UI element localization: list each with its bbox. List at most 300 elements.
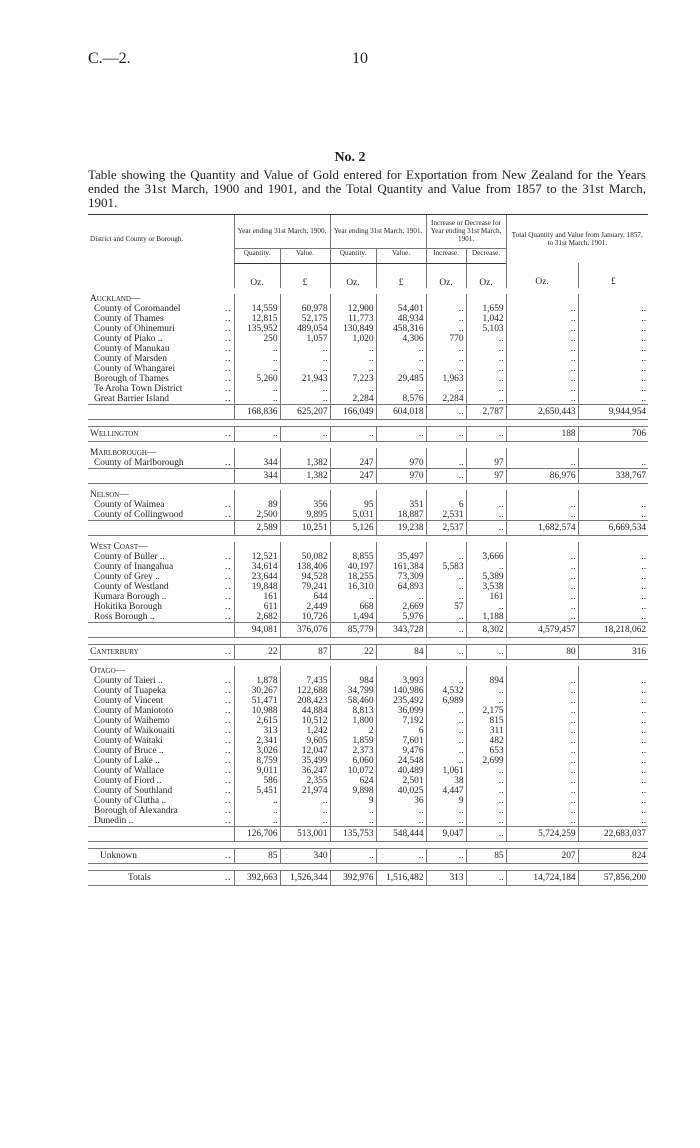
data-cell: 1,042 <box>466 314 506 324</box>
empty-cell <box>330 294 376 304</box>
empty-cell <box>578 666 648 676</box>
header-district: District and County or Borough. <box>88 215 234 264</box>
leader-dots: .. <box>224 353 232 364</box>
data-cell: .. <box>506 602 578 612</box>
data-cell: .. <box>578 676 648 686</box>
data-cell: 970 <box>376 458 426 469</box>
data-cell: 12,047 <box>280 746 330 756</box>
data-cell: .. <box>426 304 466 314</box>
data-cell: .. <box>376 816 426 827</box>
data-cell: 250 <box>234 334 280 344</box>
empty-cell <box>578 294 648 304</box>
total-cell: 166,049 <box>330 404 376 419</box>
data-cell: .. <box>506 374 578 384</box>
leader-dots: .. <box>218 848 234 863</box>
table-row <box>88 394 648 405</box>
grand-total-cell: 392,976 <box>330 870 376 885</box>
leader-dots: .. <box>224 735 232 746</box>
total-spacer <box>218 520 234 535</box>
leader-dots: .. <box>224 795 232 806</box>
data-cell: .. <box>506 314 578 324</box>
data-cell: .. <box>466 696 506 706</box>
empty-cell <box>466 666 506 676</box>
data-cell: 4,447 <box>426 786 466 796</box>
data-cell: 36 <box>376 796 426 806</box>
data-cell: 52,175 <box>280 314 330 324</box>
data-cell: 1,242 <box>280 726 330 736</box>
data-cell: .. <box>466 394 506 405</box>
empty-cell <box>578 490 648 500</box>
total-cell: .. <box>376 426 426 441</box>
data-cell: 984 <box>330 676 376 686</box>
district-name: County of Ohinemuri <box>94 323 175 334</box>
data-cell: 9 <box>330 796 376 806</box>
data-cell: .. <box>376 344 426 354</box>
data-cell: 1,061 <box>426 766 466 776</box>
data-cell: 97 <box>466 458 506 469</box>
table-row <box>88 716 648 726</box>
data-cell: 8,759 <box>234 756 280 766</box>
leader-dots: .. <box>224 393 232 404</box>
data-cell: .. <box>578 354 648 364</box>
table-row <box>88 374 648 384</box>
total-cell: 2,537 <box>426 520 466 535</box>
data-cell: .. <box>578 582 648 592</box>
total-cell: 338,767 <box>578 468 648 483</box>
district-name: Hokitika Borough <box>94 601 162 612</box>
header-increase: Increase. <box>426 248 466 263</box>
total-cell: 85,779 <box>330 622 376 637</box>
table-row <box>88 500 648 510</box>
district-name: County of Westland <box>94 581 169 592</box>
leader-dots: .. <box>224 611 232 622</box>
total-spacer <box>88 468 218 483</box>
data-cell: 64,893 <box>376 582 426 592</box>
data-cell: 21,943 <box>280 374 330 384</box>
district-name: County of Marsden <box>94 353 167 364</box>
data-cell: .. <box>506 500 578 510</box>
grand-total-cell: .. <box>466 870 506 885</box>
data-cell: 50,082 <box>280 552 330 562</box>
data-cell: 208,423 <box>280 696 330 706</box>
leader-dots: .. <box>218 870 234 885</box>
district-name: County of Vincent <box>94 695 164 706</box>
data-cell: .. <box>376 354 426 364</box>
data-cell: .. <box>506 612 578 623</box>
empty-cell <box>330 542 376 552</box>
data-cell: .. <box>426 806 466 816</box>
data-cell: 3,538 <box>466 582 506 592</box>
district-name: County of Whangarei <box>94 363 176 374</box>
data-cell: 10,512 <box>280 716 330 726</box>
table-row <box>88 776 648 786</box>
data-cell: 653 <box>466 746 506 756</box>
table-row <box>88 334 648 344</box>
table-row <box>88 344 648 354</box>
total-cell: .. <box>376 848 426 863</box>
data-cell: .. <box>234 806 280 816</box>
data-cell: 3,993 <box>376 676 426 686</box>
header-quantity-1901: Quantity. <box>330 248 376 263</box>
data-cell: 7,601 <box>376 736 426 746</box>
unit-label: Oz. <box>426 263 466 288</box>
total-cell: .. <box>466 826 506 841</box>
total-cell: 548,444 <box>376 826 426 841</box>
data-cell: 36,247 <box>280 766 330 776</box>
data-cell: .. <box>280 796 330 806</box>
total-cell: 207 <box>506 848 578 863</box>
leader-dots: .. <box>224 343 232 354</box>
data-cell: .. <box>506 706 578 716</box>
data-cell: .. <box>578 686 648 696</box>
leader-dots: .. <box>224 363 232 374</box>
total-cell: .. <box>426 404 466 419</box>
data-cell: 247 <box>330 458 376 469</box>
district-name: Borough of Thames <box>94 373 169 384</box>
data-cell: 5,389 <box>466 572 506 582</box>
total-cell: .. <box>330 426 376 441</box>
grand-total-cell: 313 <box>426 870 466 885</box>
data-cell: .. <box>426 756 466 766</box>
data-cell: 7,223 <box>330 374 376 384</box>
data-cell: .. <box>578 612 648 623</box>
data-cell: 161 <box>466 592 506 602</box>
data-cell: .. <box>280 354 330 364</box>
section-name: Auckland— <box>90 293 141 304</box>
grand-total-cell: 57,856,200 <box>578 870 648 885</box>
district-name: County of Buller .. <box>94 551 165 562</box>
table-row <box>88 746 648 756</box>
data-cell: .. <box>578 796 648 806</box>
data-cell: 60,978 <box>280 304 330 314</box>
grand-total-cell: 1,526,344 <box>280 870 330 885</box>
leader-dots: .. <box>224 509 232 520</box>
total-cell: 87 <box>280 644 330 659</box>
leader-dots: .. <box>224 383 232 394</box>
empty-cell <box>506 490 578 500</box>
section-heading-row <box>88 666 648 676</box>
table-caption: Table showing the Quantity and Value of Gold entered for Exportation from New Zealand for the Years ended the 31st March, 1900 and 1901, and the Total Quantity and Value from 1857 to the 31st March, 1901. <box>88 167 646 210</box>
data-cell: 10,726 <box>280 612 330 623</box>
data-cell: .. <box>426 364 466 374</box>
data-cell: .. <box>330 384 376 394</box>
data-cell: .. <box>330 364 376 374</box>
data-cell: 1,963 <box>426 374 466 384</box>
table-row <box>88 806 648 816</box>
total-cell: .. <box>426 644 466 659</box>
unit-label: Oz. <box>466 263 506 288</box>
data-cell: .. <box>330 344 376 354</box>
data-cell: .. <box>426 816 466 827</box>
total-cell: 2,589 <box>234 520 280 535</box>
total-cell: 9,047 <box>426 826 466 841</box>
section-name: West Coast— <box>90 541 148 552</box>
data-cell: .. <box>578 458 648 469</box>
data-cell: 668 <box>330 602 376 612</box>
data-cell: .. <box>506 344 578 354</box>
data-cell: .. <box>506 572 578 582</box>
data-cell: 35,499 <box>280 756 330 766</box>
total-cell: 1,682,574 <box>506 520 578 535</box>
data-cell: 2,284 <box>330 394 376 405</box>
data-cell: 6 <box>426 500 466 510</box>
data-cell: .. <box>426 736 466 746</box>
total-cell: .. <box>426 622 466 637</box>
data-cell: .. <box>506 736 578 746</box>
data-cell: 21,974 <box>280 786 330 796</box>
data-cell: 54,401 <box>376 304 426 314</box>
total-cell: 625,207 <box>280 404 330 419</box>
data-cell: .. <box>506 726 578 736</box>
data-cell: .. <box>466 562 506 572</box>
empty-cell <box>280 542 330 552</box>
section-total-row <box>88 426 648 441</box>
leader-dots: .. <box>224 755 232 766</box>
table-row <box>88 736 648 746</box>
gold-export-table <box>88 214 648 886</box>
total-cell: 706 <box>578 426 648 441</box>
data-cell: .. <box>426 314 466 324</box>
data-cell: 135,952 <box>234 324 280 334</box>
data-cell: 3,026 <box>234 746 280 756</box>
table-body <box>88 263 648 885</box>
data-cell: 2 <box>330 726 376 736</box>
unit-label: £ <box>578 263 648 288</box>
total-spacer <box>218 622 234 637</box>
data-cell: .. <box>506 716 578 726</box>
data-cell: .. <box>234 816 280 827</box>
district-name: County of Waikouaiti <box>94 725 175 736</box>
data-cell: 161,384 <box>376 562 426 572</box>
total-cell: 970 <box>376 468 426 483</box>
units-spacer <box>88 263 218 288</box>
header-year-1901: Year ending 31st March, 1901. <box>330 215 426 249</box>
district-name: County of Tuapeka <box>94 685 166 696</box>
data-cell: .. <box>466 806 506 816</box>
data-cell: .. <box>234 354 280 364</box>
data-cell: 356 <box>280 500 330 510</box>
data-cell: 73,309 <box>376 572 426 582</box>
data-cell: .. <box>506 552 578 562</box>
total-cell: 9,944,954 <box>578 404 648 419</box>
total-cell: 2,650,443 <box>506 404 578 419</box>
table-row <box>88 582 648 592</box>
data-cell: .. <box>578 766 648 776</box>
total-cell: 6,669,534 <box>578 520 648 535</box>
empty-cell <box>376 294 426 304</box>
total-cell: .. <box>426 426 466 441</box>
header-increase-decrease: Increase or Decrease for Year ending 31st March, 1901. <box>426 215 506 249</box>
data-cell: 7,435 <box>280 676 330 686</box>
total-cell: 97 <box>466 468 506 483</box>
data-cell: .. <box>506 384 578 394</box>
leader-dots: .. <box>224 675 232 686</box>
data-cell: .. <box>466 602 506 612</box>
header-year-1900: Year ending 31st March, 1900. <box>234 215 330 249</box>
leader-dots: .. <box>224 745 232 756</box>
data-cell: .. <box>376 364 426 374</box>
data-cell: .. <box>330 806 376 816</box>
data-cell: 18,887 <box>376 510 426 521</box>
total-cell: 168,836 <box>234 404 280 419</box>
data-cell: .. <box>234 796 280 806</box>
section-heading-row <box>88 294 648 304</box>
data-cell: .. <box>466 786 506 796</box>
table-row <box>88 796 648 806</box>
district-name: County of Lake .. <box>94 755 160 766</box>
empty-cell <box>506 294 578 304</box>
data-cell: 5,451 <box>234 786 280 796</box>
data-cell: .. <box>426 344 466 354</box>
leader-dots: .. <box>224 591 232 602</box>
data-cell: .. <box>466 364 506 374</box>
data-cell: 2,531 <box>426 510 466 521</box>
data-cell: .. <box>426 354 466 364</box>
empty-cell <box>506 448 578 458</box>
data-cell: .. <box>578 364 648 374</box>
data-cell: .. <box>578 334 648 344</box>
data-cell: .. <box>578 806 648 816</box>
district-name: Ross Borough .. <box>94 611 155 622</box>
section-name: Nelson— <box>90 489 129 500</box>
header-value-1901: Value. <box>376 248 426 263</box>
data-cell: .. <box>578 756 648 766</box>
data-cell: .. <box>426 572 466 582</box>
data-cell: 89 <box>234 500 280 510</box>
leader-dots: .. <box>224 499 232 510</box>
table-row <box>88 304 648 314</box>
data-cell: 35,497 <box>376 552 426 562</box>
total-cell: 84 <box>376 644 426 659</box>
data-cell: 5,031 <box>330 510 376 521</box>
data-cell: .. <box>330 816 376 827</box>
empty-cell <box>578 542 648 552</box>
total-spacer <box>88 520 218 535</box>
grand-total-row <box>88 870 648 885</box>
data-cell: 6,060 <box>330 756 376 766</box>
data-cell: .. <box>330 592 376 602</box>
empty-cell <box>376 490 426 500</box>
data-cell: .. <box>426 324 466 334</box>
district-name: County of Grey .. <box>94 571 160 582</box>
data-cell: .. <box>466 334 506 344</box>
data-cell: .. <box>506 394 578 405</box>
data-cell: 95 <box>330 500 376 510</box>
empty-cell <box>280 490 330 500</box>
leader-dots: .. <box>224 323 232 334</box>
data-cell: .. <box>280 394 330 405</box>
district-name: Te Aroha Town District <box>94 383 183 394</box>
data-cell: .. <box>426 592 466 602</box>
total-spacer <box>88 404 218 419</box>
data-cell: 344 <box>234 458 280 469</box>
table-row <box>88 786 648 796</box>
leader-dots: .. <box>224 775 232 786</box>
leader-dots: .. <box>224 571 232 582</box>
total-cell: 824 <box>578 848 648 863</box>
data-cell: 48,934 <box>376 314 426 324</box>
leader-dots: .. <box>224 685 232 696</box>
total-cell: 604,018 <box>376 404 426 419</box>
leader-dots: .. <box>224 303 232 314</box>
data-cell: 18,255 <box>330 572 376 582</box>
data-cell: 815 <box>466 716 506 726</box>
district-name: County of Maniototo <box>94 705 174 716</box>
data-cell: .. <box>426 384 466 394</box>
table-row <box>88 676 648 686</box>
total-cell: .. <box>426 848 466 863</box>
empty-cell <box>234 490 280 500</box>
empty-cell <box>578 448 648 458</box>
data-cell: .. <box>578 304 648 314</box>
table-row <box>88 314 648 324</box>
data-cell: .. <box>376 384 426 394</box>
section-heading-row <box>88 490 648 500</box>
data-cell: .. <box>578 562 648 572</box>
district-name: Borough of Alexandra <box>94 805 178 816</box>
section-name: Otago— <box>90 665 126 676</box>
data-cell: 311 <box>466 726 506 736</box>
table-row <box>88 602 648 612</box>
header-decrease: Decrease. <box>466 248 506 263</box>
data-cell: 30,267 <box>234 686 280 696</box>
data-cell: 489,054 <box>280 324 330 334</box>
empty-cell <box>376 448 426 458</box>
leader-dots: .. <box>224 551 232 562</box>
data-cell: .. <box>578 776 648 786</box>
section-total-row <box>88 468 648 483</box>
district-name: Dunedin .. <box>94 815 134 826</box>
data-cell: 44,884 <box>280 706 330 716</box>
data-cell: .. <box>466 686 506 696</box>
section-name: Wellington <box>88 426 218 441</box>
data-cell: .. <box>376 806 426 816</box>
section-total-row <box>88 520 648 535</box>
data-cell: .. <box>426 612 466 623</box>
table-row <box>88 324 648 334</box>
leader-dots: .. <box>224 457 232 468</box>
district-name: County of Marlborough <box>94 457 184 468</box>
total-cell: .. <box>330 848 376 863</box>
data-cell: 9,476 <box>376 746 426 756</box>
district-name: Great Barrier Island <box>94 393 169 404</box>
data-cell: .. <box>578 726 648 736</box>
total-cell: 247 <box>330 468 376 483</box>
data-cell: 24,548 <box>376 756 426 766</box>
total-cell: 22 <box>234 644 280 659</box>
data-cell: 36,099 <box>376 706 426 716</box>
data-cell: .. <box>466 776 506 786</box>
data-cell: .. <box>506 746 578 756</box>
leader-dots: .. <box>224 765 232 776</box>
data-cell: 2,284 <box>426 394 466 405</box>
empty-cell <box>426 666 466 676</box>
data-cell: .. <box>578 394 648 405</box>
data-cell: .. <box>506 686 578 696</box>
total-cell: .. <box>466 520 506 535</box>
empty-cell <box>280 666 330 676</box>
section-total-row <box>88 622 648 637</box>
total-cell: 4,579,457 <box>506 622 578 637</box>
table-row <box>88 510 648 521</box>
district-name: County of Coromandel <box>94 303 181 314</box>
data-cell: .. <box>578 552 648 562</box>
data-cell: 1,800 <box>330 716 376 726</box>
section-total-row <box>88 404 648 419</box>
data-cell: .. <box>506 304 578 314</box>
data-cell: .. <box>506 562 578 572</box>
data-cell: 8,855 <box>330 552 376 562</box>
